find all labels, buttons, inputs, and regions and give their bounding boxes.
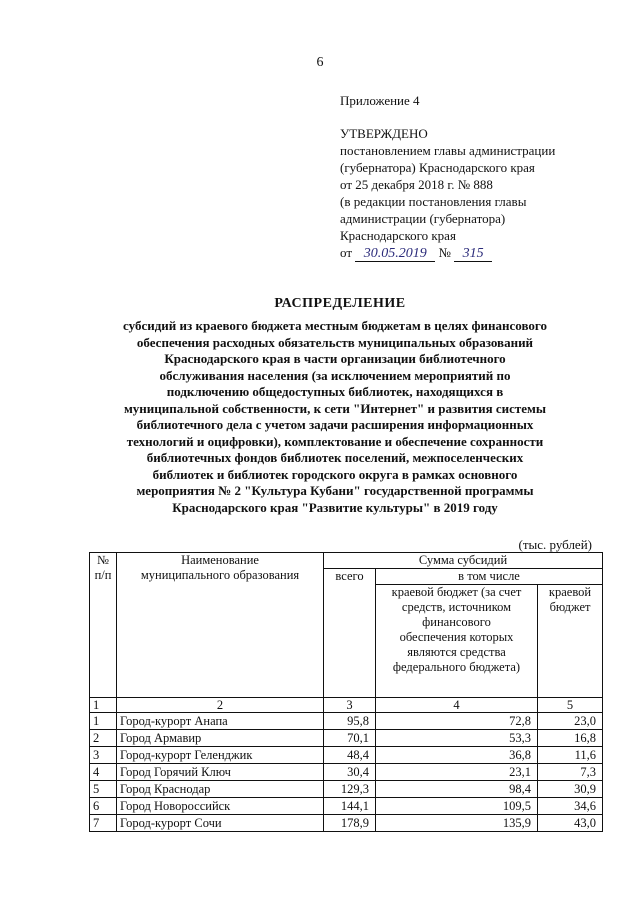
approval-line: от 25 декабря 2018 г. № 888 [340,177,493,192]
subtitle-line: Краснодарского края в части организации библиотечного [164,351,506,366]
municipality-name: Город-курорт Сочи [117,815,324,832]
federal-value: 36,8 [376,747,538,764]
header-regional: краевой бюджет [538,585,603,698]
subtitle-line: обеспечения расходных обязательств муниципальных образований [136,334,534,350]
subtitle-line: библиотечного дела с учетом задачи расширения информационных [136,417,534,432]
header-regional-federal: краевой бюджет (за счет средств, источником финансового обеспечения которых являются средства федерального бюджета) [376,585,538,698]
page-number: 6 [316,55,324,70]
total-value: 30,4 [324,764,376,781]
municipality-name: Город Краснодар [117,781,324,798]
regional-value: 23,0 [538,713,603,730]
approval-block [340,92,630,262]
federal-value: 72,8 [376,713,538,730]
table-row [90,730,603,747]
row-number: 5 [90,781,117,798]
table-row [90,798,603,815]
federal-value: 135,9 [376,815,538,832]
subtitle-line: обслуживания населения (за исключением мероприятий по [159,367,511,383]
index-cell: 3 [324,698,376,713]
index-cell: 5 [538,698,603,713]
municipality-name: Город Новороссийск [117,798,324,815]
approved-stamp: УТВЕРЖДЕНО [340,126,428,141]
municipality-name: Город-курорт Геленджик [117,747,324,764]
subtitle-line: мероприятия № 2 "Культура Кубани" государственной программы [136,483,534,498]
municipality-name: Город Горячий Ключ [117,764,324,781]
federal-value: 98,4 [376,781,538,798]
regional-value: 11,6 [538,747,603,764]
approval-line: (губернатора) Краснодарского края [340,160,535,175]
approval-line: постановлением главы администрации [340,143,556,158]
units-label: (тыс. рублей) [518,537,592,552]
total-value: 129,3 [324,781,376,798]
total-value: 144,1 [324,798,376,815]
subtitle-line: подключению общедоступных библиотек, находящихся в [166,384,504,399]
subsidy-table [89,552,603,832]
document-subtitle [70,318,600,516]
federal-value: 109,5 [376,798,538,815]
subtitle-line: библиотек и библиотек городского округа в рамках основного [152,466,518,482]
approval-line: администрации (губернатора) [340,211,506,226]
table-row [90,764,603,781]
table-header-row [90,553,603,569]
annex-label: Приложение 4 [340,93,420,108]
row-number: 2 [90,730,117,747]
table-row [90,713,603,730]
row-number: 7 [90,815,117,832]
approval-date-line [340,244,630,262]
municipality-name: Город-курорт Анапа [117,713,324,730]
row-number: 6 [90,798,117,815]
number-prefix: № [438,245,451,260]
row-number: 3 [90,747,117,764]
approval-line: Краснодарского края [340,228,456,243]
header-including: в том числе [376,569,603,585]
total-value: 95,8 [324,713,376,730]
regional-value: 30,9 [538,781,603,798]
subtitle-line: муниципальной собственности, к сети "Интернет" и развития системы [123,400,547,416]
handwritten-date: 30.05.2019 [355,247,435,262]
index-cell: 4 [376,698,538,713]
subtitle-line: Краснодарского края "Развитие культуры" в 2019 году [172,499,498,515]
index-cell: 2 [117,698,324,713]
total-value: 48,4 [324,747,376,764]
regional-value: 16,8 [538,730,603,747]
regional-value: 34,6 [538,798,603,815]
row-number: 4 [90,764,117,781]
document-title: РАСПРЕДЕЛЕНИЕ [274,296,406,311]
subtitle-line: библиотечных фондов библиотек поселений, межпоселенческих [146,450,524,465]
regional-value: 7,3 [538,764,603,781]
total-value: 178,9 [324,815,376,832]
header-municipality: Наименование муниципального образования [117,553,324,698]
total-value: 70,1 [324,730,376,747]
table-row [90,815,603,832]
table-index-row [90,698,603,713]
header-number: № п/п [90,553,117,698]
index-cell: 1 [90,698,117,713]
federal-value: 23,1 [376,764,538,781]
header-subsidy-sum: Сумма субсидий [324,553,603,569]
subtitle-line: субсидий из краевого бюджета местным бюджетам в целях финансового [123,318,547,333]
federal-value: 53,3 [376,730,538,747]
table-row [90,781,603,798]
subtitle-line: технологий и оцифровки), комплектование и обеспечение сохранности [126,433,544,449]
header-total: всего [324,569,376,698]
regional-value: 43,0 [538,815,603,832]
handwritten-number: 315 [454,247,492,262]
from-prefix: от [340,245,353,260]
row-number: 1 [90,713,117,730]
municipality-name: Город Армавир [117,730,324,747]
approval-line: (в редакции постановления главы [340,194,527,209]
table-row [90,747,603,764]
